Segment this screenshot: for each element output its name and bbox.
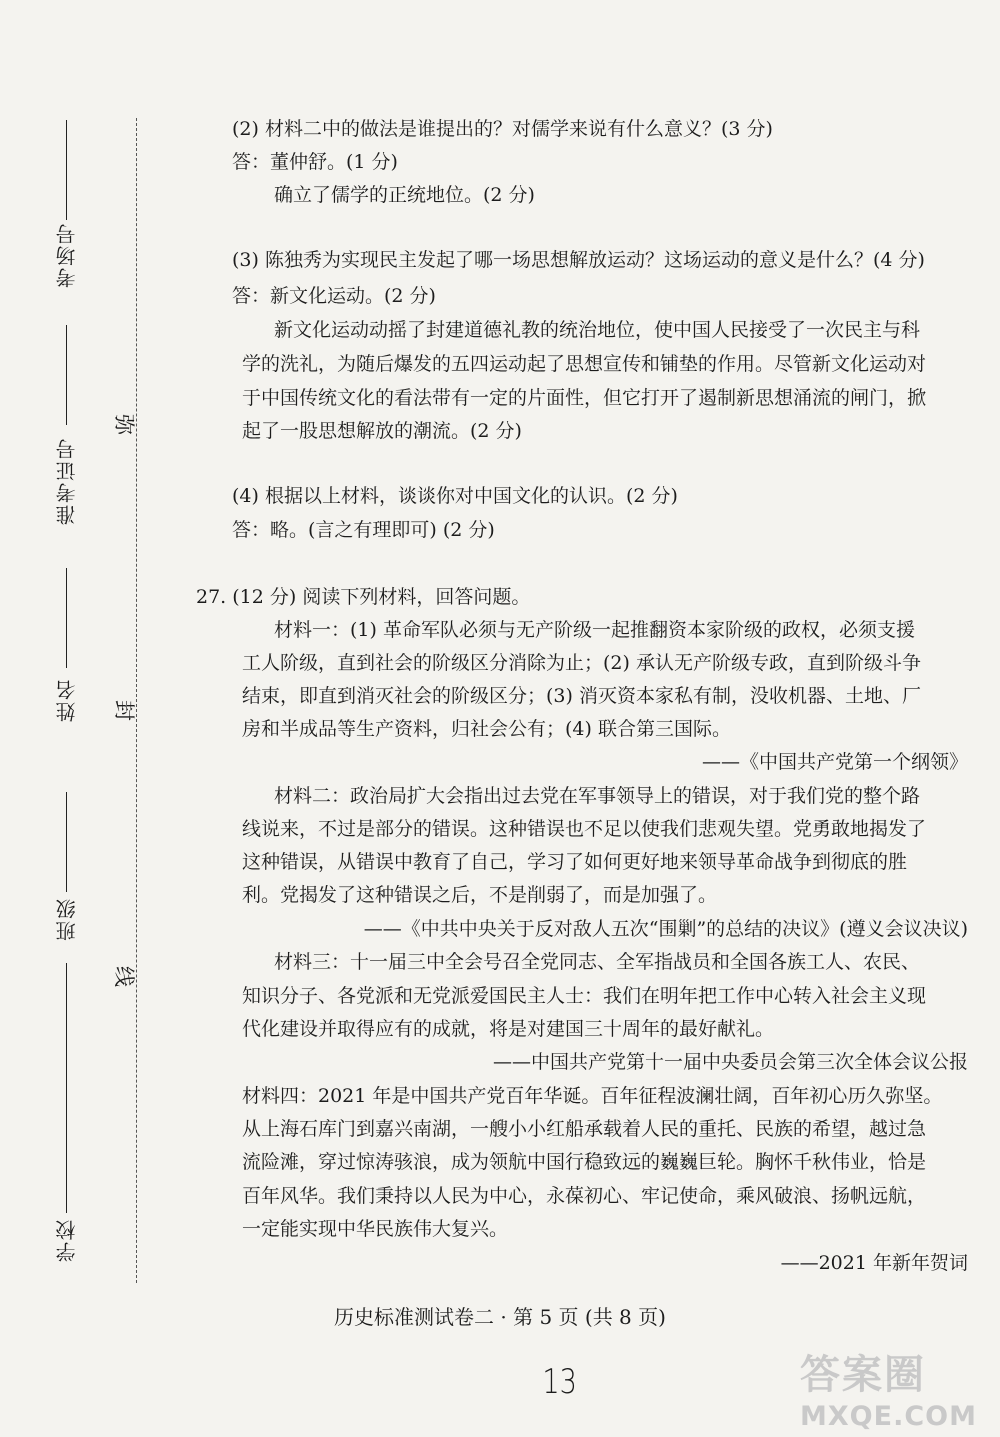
q27-material-4-line: 从上海石库门到嘉兴南湖，一艘小小红船承载着人民的重托、民族的希望，越过急 — [242, 1118, 927, 1140]
q27-material-1-line: 结束，即直到消灭社会的阶级区分；(3) 消灭资本家私有制，没收机器、土地、厂 — [242, 685, 921, 707]
q27-material-2-line: 材料二：政治局扩大会指出过去党在军事领导上的错误，对于我们党的整个路 — [274, 785, 921, 807]
q26-sub3-answer-line: 新文化运动动摇了封建道德礼教的统治地位，使中国人民接受了一次民主与科 — [274, 319, 921, 341]
q26-sub4-answer: 答：略。(言之有理即可) (2 分) — [232, 519, 495, 541]
name-label: 姓名 — [55, 678, 79, 722]
q26-sub2-answer-2: 确立了儒学的正统地位。(2 分) — [274, 184, 535, 206]
handwritten-page-number: 13 — [542, 1362, 577, 1402]
admission-no-label: 准考证号 — [55, 437, 79, 525]
q27-header: 27. (12 分) 阅读下列材料，回答问题。 — [196, 586, 531, 608]
class-label: 班级 — [55, 897, 79, 941]
watermark-url: MXQE.COM — [800, 1401, 977, 1432]
q27-material-4-line: 百年风华。我们秉持以人民为中心，永葆初心、牢记使命，乘风破浪、扬帆远航， — [242, 1185, 927, 1207]
admission-no-line — [66, 325, 67, 425]
q26-sub3-answer-line: 学的洗礼，为随后爆发的五四运动起了思想宣传和铺垫的作用。尽管新文化运动对 — [242, 353, 927, 375]
q26-sub2-answer-1: 答：董仲舒。(1 分) — [232, 151, 398, 173]
name-line — [66, 568, 67, 668]
school-line — [66, 963, 67, 1213]
q27-material-1-source: ——《中国共产党第一个纲领》 — [701, 751, 968, 773]
page-footer: 历史标准测试卷二 · 第 5 页 (共 8 页) — [334, 1305, 666, 1329]
school-label: 学校 — [55, 1218, 79, 1262]
q27-material-3-source: ——中国共产党第十一届中央委员会第三次全体会议公报 — [492, 1051, 968, 1073]
q27-material-2-line: 利。党揭发了这种错误之后，不是削弱了，而是加强了。 — [242, 884, 718, 906]
q27-material-2-line: 线说来，不过是部分的错误。这种错误也不足以使我们悲观失望。党勇敢地揭发了 — [242, 818, 927, 840]
q27-material-3-line: 材料三：十一届三中全会号召全党同志、全军指战员和全国各族工人、农民、 — [274, 951, 921, 973]
q27-material-3-line: 知识分子、各党派和无党派爱国民主人士：我们在明年把工作中心转入社会主义现 — [242, 985, 927, 1007]
q27-material-1-line: 房和半成品等生产资料，归社会公有；(4) 联合第三国际。 — [242, 718, 731, 740]
q27-material-1-line: 材料一：(1) 革命军队必须与无产阶级一起推翻资本家阶级的政权，必须支援 — [274, 619, 915, 641]
q26-sub3-answer-1: 答：新文化运动。(2 分) — [232, 285, 436, 307]
seal-dashed-line — [136, 118, 137, 1283]
q27-material-1-line: 工人阶级，直到社会的阶级区分消除为止；(2) 承认无产阶级专政，直到阶级斗争 — [242, 652, 921, 674]
q26-sub3-answer-line: 起了一股思想解放的潮流。(2 分) — [242, 420, 522, 442]
watermark-logo: 答案圈 — [800, 1352, 926, 1398]
q27-material-2-source: ——《中共中央关于反对敌人五次“围剿”的总结的决议》(遵义会议决议) — [363, 918, 968, 940]
exam-room-line — [66, 120, 67, 220]
seal-char-feng: 封 — [114, 697, 136, 722]
q27-material-3-line: 代化建设并取得应有的成就，将是对建国三十周年的最好献礼。 — [242, 1018, 775, 1040]
q26-sub4-question: (4) 根据以上材料，谈谈你对中国文化的认识。(2 分) — [232, 485, 678, 507]
q27-material-4-line: 一定能实现中华民族伟大复兴。 — [242, 1218, 509, 1240]
q26-sub3-answer-line: 于中国传统文化的看法带有一定的片面性，但它打开了遏制新思想涌流的闸门，掀 — [242, 387, 927, 409]
seal-char-xian: 线 — [114, 963, 136, 988]
q27-material-4-source: ——2021 年新年贺词 — [780, 1252, 968, 1274]
seal-char-mi: 弥 — [114, 411, 136, 436]
q27-material-4-line: 材料四：2021 年是中国共产党百年华诞。百年征程波澜壮阔，百年初心历久弥坚。 — [242, 1085, 943, 1107]
exam-room-label: 考场号 — [55, 222, 79, 288]
q27-material-4-line: 流险滩，穿过惊涛骇浪，成为领航中国行稳致远的巍巍巨轮。胸怀千秋伟业，恰是 — [242, 1151, 927, 1173]
q26-sub3-question: (3) 陈独秀为实现民主发起了哪一场思想解放运动？这场运动的意义是什么？(4 分) — [232, 249, 925, 271]
q26-sub2-question: (2) 材料二中的做法是谁提出的？对儒学来说有什么意义？(3 分) — [232, 118, 773, 140]
class-line — [66, 792, 67, 892]
q27-material-2-line: 这种错误，从错误中教育了自己，学习了如何更好地来领导革命战争到彻底的胜 — [242, 851, 908, 873]
